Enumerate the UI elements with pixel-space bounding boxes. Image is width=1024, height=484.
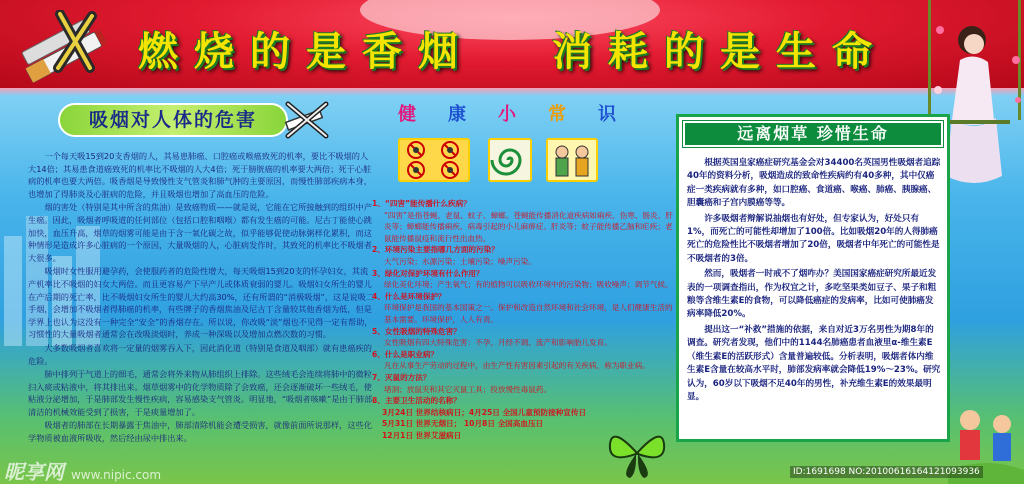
banner-title-left: 燃烧的是香烟: [138, 28, 474, 75]
right-panel: [676, 114, 950, 442]
middle-heading-char: 小: [498, 104, 516, 125]
tip-answer: 大气污染；水源污染；土壤污染；噪声污染。: [384, 256, 536, 266]
tip-answer: 堵洞；放鼠夹和其它灭鼠工具；投放慢性毒鼠药。: [384, 384, 552, 394]
tip-question: 2、环境污染主要指哪几方面的污染？: [372, 245, 499, 255]
tip-question: 6、什么是职业病？: [372, 349, 439, 359]
tip-answer: 环境保护是我国的基本国策之一。保护和改造自然环境和社会环境，是人们健康生活的基本需要。环境保护，人人有责。: [384, 303, 673, 324]
tip-answer: 绿化美化环境；产生氧气；有的植物可以吸收环境中的污染物；吸收噪声；调节气候。: [384, 280, 673, 290]
tip-answer: 凡在从事生产劳动的过程中，由生产性有害因素引起的有关疾病，称为职业病。: [384, 361, 650, 371]
left-heading: 吸烟对人体的危害: [88, 109, 257, 131]
tip-question: 8、主要卫生活动的名称？: [372, 396, 461, 406]
four-pests-icon: [398, 138, 470, 182]
cartoon-family-icon: [546, 138, 598, 182]
health-day-event: 5月31日 世界无烟日； 10月8日 全国高血压日: [382, 419, 544, 429]
left-article: [28, 150, 374, 476]
banner-title-right: 消耗的是生命: [552, 28, 888, 75]
left-paragraph: 大多数吸烟者喜欢将一定量的烟雾吞入下，因此消化道（特别是食道及咽部）就有患癌疾的危险。: [28, 342, 372, 366]
middle-heading: [398, 100, 616, 130]
tip-answer: 女性吸烟有四大特殊危害：不孕、月经不调、流产和影响胎儿发育。: [384, 338, 612, 348]
left-paragraph: 一个每天吸15到20支香烟的人，其易患肺癌、口腔癌或喉癌致死的机率，要比不吸烟的人大14倍；其易患食道癌致死的机率比不吸烟的人大4倍；死于膀胱癌的机率要大两倍；死于心脏病的机率也要大两倍。吸香烟是导致慢性支气管炎和肺气肿的主要原因，而慢性肺部疾病本身，也增加了得肺炎及心脏病的危险，并且吸烟也增加了高血压的危险。: [28, 151, 372, 199]
left-paragraph: 吸烟者的肺部在长期暴露于焦油中，肺部清除机能会遭受损害，就像前面所说那样，这些化学物质被血液所吸收，然后经由尿中排出来。: [28, 420, 372, 444]
tip-answer: “四害”是指苍蝇、老鼠、蚊子、蟑螂。苍蝇能传播消化道疾病如痢疾、伤寒、肠炎、肝炎等；蟑螂能传播痢疾、病毒引起的小儿麻痹症、肝炎等；蚊子能传播乙脑和疟疾；老鼠能传播鼠疫和流行性出血热。: [384, 210, 673, 243]
cigarette-ban-icon: [14, 10, 124, 88]
middle-heading-char: 常: [548, 104, 566, 125]
right-paragraph: 然而，吸烟者一时戒不了烟咋办？美国国家癌症研究所最近发表的一项调查指出，作为权宜之计，多吃坚果类如豆子、果子和粗粮等含维生素E的食物，可以降低癌症的发病率，比如可使肺癌发病率降低20%。: [687, 269, 937, 320]
watermark-logo-text: 昵享网: [4, 460, 64, 484]
middle-heading-char: 识: [598, 104, 616, 125]
right-paragraph: 根据英国皇家癌症研究基金会对34400名英国男性吸烟者追踪40年的资料分析，吸烟造成的致命性疾病约有40多种，其中仅癌症一类疾病就有多种，如口腔癌、食道癌、喉癌、肺癌、胰腺癌、胆囊癌和子宫内膜癌等等。: [687, 158, 941, 209]
right-heading-bar: [683, 121, 943, 147]
right-paragraph: 许多吸烟者辩解说抽烟也有好处，但专家认为，好处只有1%，而死亡的可能性却增加了100倍。比如吸烟20年的人得肺癌死亡的危险性比不吸烟者增加了20倍，吸烟者中年死亡的可能性是不吸烟者的3倍。: [687, 213, 940, 264]
tip-question: 3、绿化对保护环境有什么作用？: [372, 268, 484, 278]
health-day-event: 3月24日 世界结核病日；4月25日 全国儿童预防接种宣传日: [382, 407, 587, 417]
butterfly-illustration: [606, 424, 668, 480]
left-paragraph: 吸烟时女性服用避孕药，会使服药者的危险性增大，每天吸烟15到20支的怀孕妇女，其流产机率比不吸烟的妇女大两倍。而且更容易产下早产儿或体质衰弱的婴儿。吸烟妇女所生的婴儿在产后期的死亡率，比不吸烟妇女所生的婴儿大约高30%，还有所谓的“消极吸烟”，这是说吸二手烟，会增加不吸烟者得肺癌的机率，有些牌子的香烟焦油及尼古丁含量较其他香烟为低，但是学界上也认为这没有一种完全“安全”的香烟存在。所以说，你改吸“淡”烟也不见得一定有帮助，习惯性的大量吸烟者通常会在改吸淡烟时，养成一种深吸以及增加点燃次数的习惯。: [28, 266, 374, 340]
left-paragraph: 烟的害处（特别是其中所含的焦油）是致癌物质——就是说，它能在它所接触到的组织中产生癌。因此，吸烟者呼吸道的任何部位（包括口腔和咽喉）都有发生癌的可能。尼古丁能使心跳加快，血压升高，烟草的烟雾可能是由于含一氧化碳之故，似乎能够促使动脉粥样化累积，而这种情形是造成许多心脏病的一个原因，大量吸烟的人，心脏病发作时，其致死的机率比不吸烟者大很多。: [28, 202, 372, 263]
watermark-url: www.nipic.com: [70, 468, 162, 482]
mosquito-coil-icon: [488, 138, 532, 182]
right-heading: 远离烟草 珍惜生命: [737, 124, 889, 143]
health-day-event: 12月1日 世界艾滋病日: [382, 430, 462, 440]
no-smoking-icon: [282, 100, 332, 140]
middle-heading-char: 康: [448, 104, 466, 125]
left-paragraph: 肺中排列于气道上的细毛，通常会将外来物从肺组织上排除。这些绒毛会连续将肺中的微粒扫入痰或粘液中，将其排出来。烟草烟雾中的化学物质除了会致癌，还会逐渐破坏一些绒毛，使粘液分泌增加，于是肺部发生慢性疾病，容易感染支气管炎。明显地，“吸烟者咳嗽”是由于肺部清洁的机械效能受到了损害，于是痰量增加了。: [28, 369, 373, 417]
watermark-id: ID:1691698 NO:20100616164121093936: [790, 466, 983, 478]
right-paragraph: 提出这一“补救”措施的依据，来自对近3万名男性为期8年的调查。研究者发现，他们中的1144名肺癌患者血液里α-维生素E（维生素E的活跃形式）含量普遍较低。分析表明，吸烟者体内维生素E含量在较高水平时，肺部发病率就会降低19%～23%。研究认为，60岁以下吸烟不足40年的男性，补充维生素E的效果最明显。: [687, 324, 941, 402]
left-heading-pill: [58, 103, 288, 137]
middle-heading-char: 健: [398, 104, 416, 125]
tip-question: 7、灭鼠的方法？: [372, 372, 431, 382]
right-article: [687, 157, 941, 437]
watermark-logo: [4, 456, 161, 484]
tip-question: 1、“四害”能传播什么疾病？: [372, 199, 471, 208]
tip-question: 4、什么是环境保护？: [372, 291, 446, 301]
tip-question: 5、女性吸烟的特殊危害？: [372, 326, 461, 336]
middle-icon-row: [398, 138, 598, 182]
